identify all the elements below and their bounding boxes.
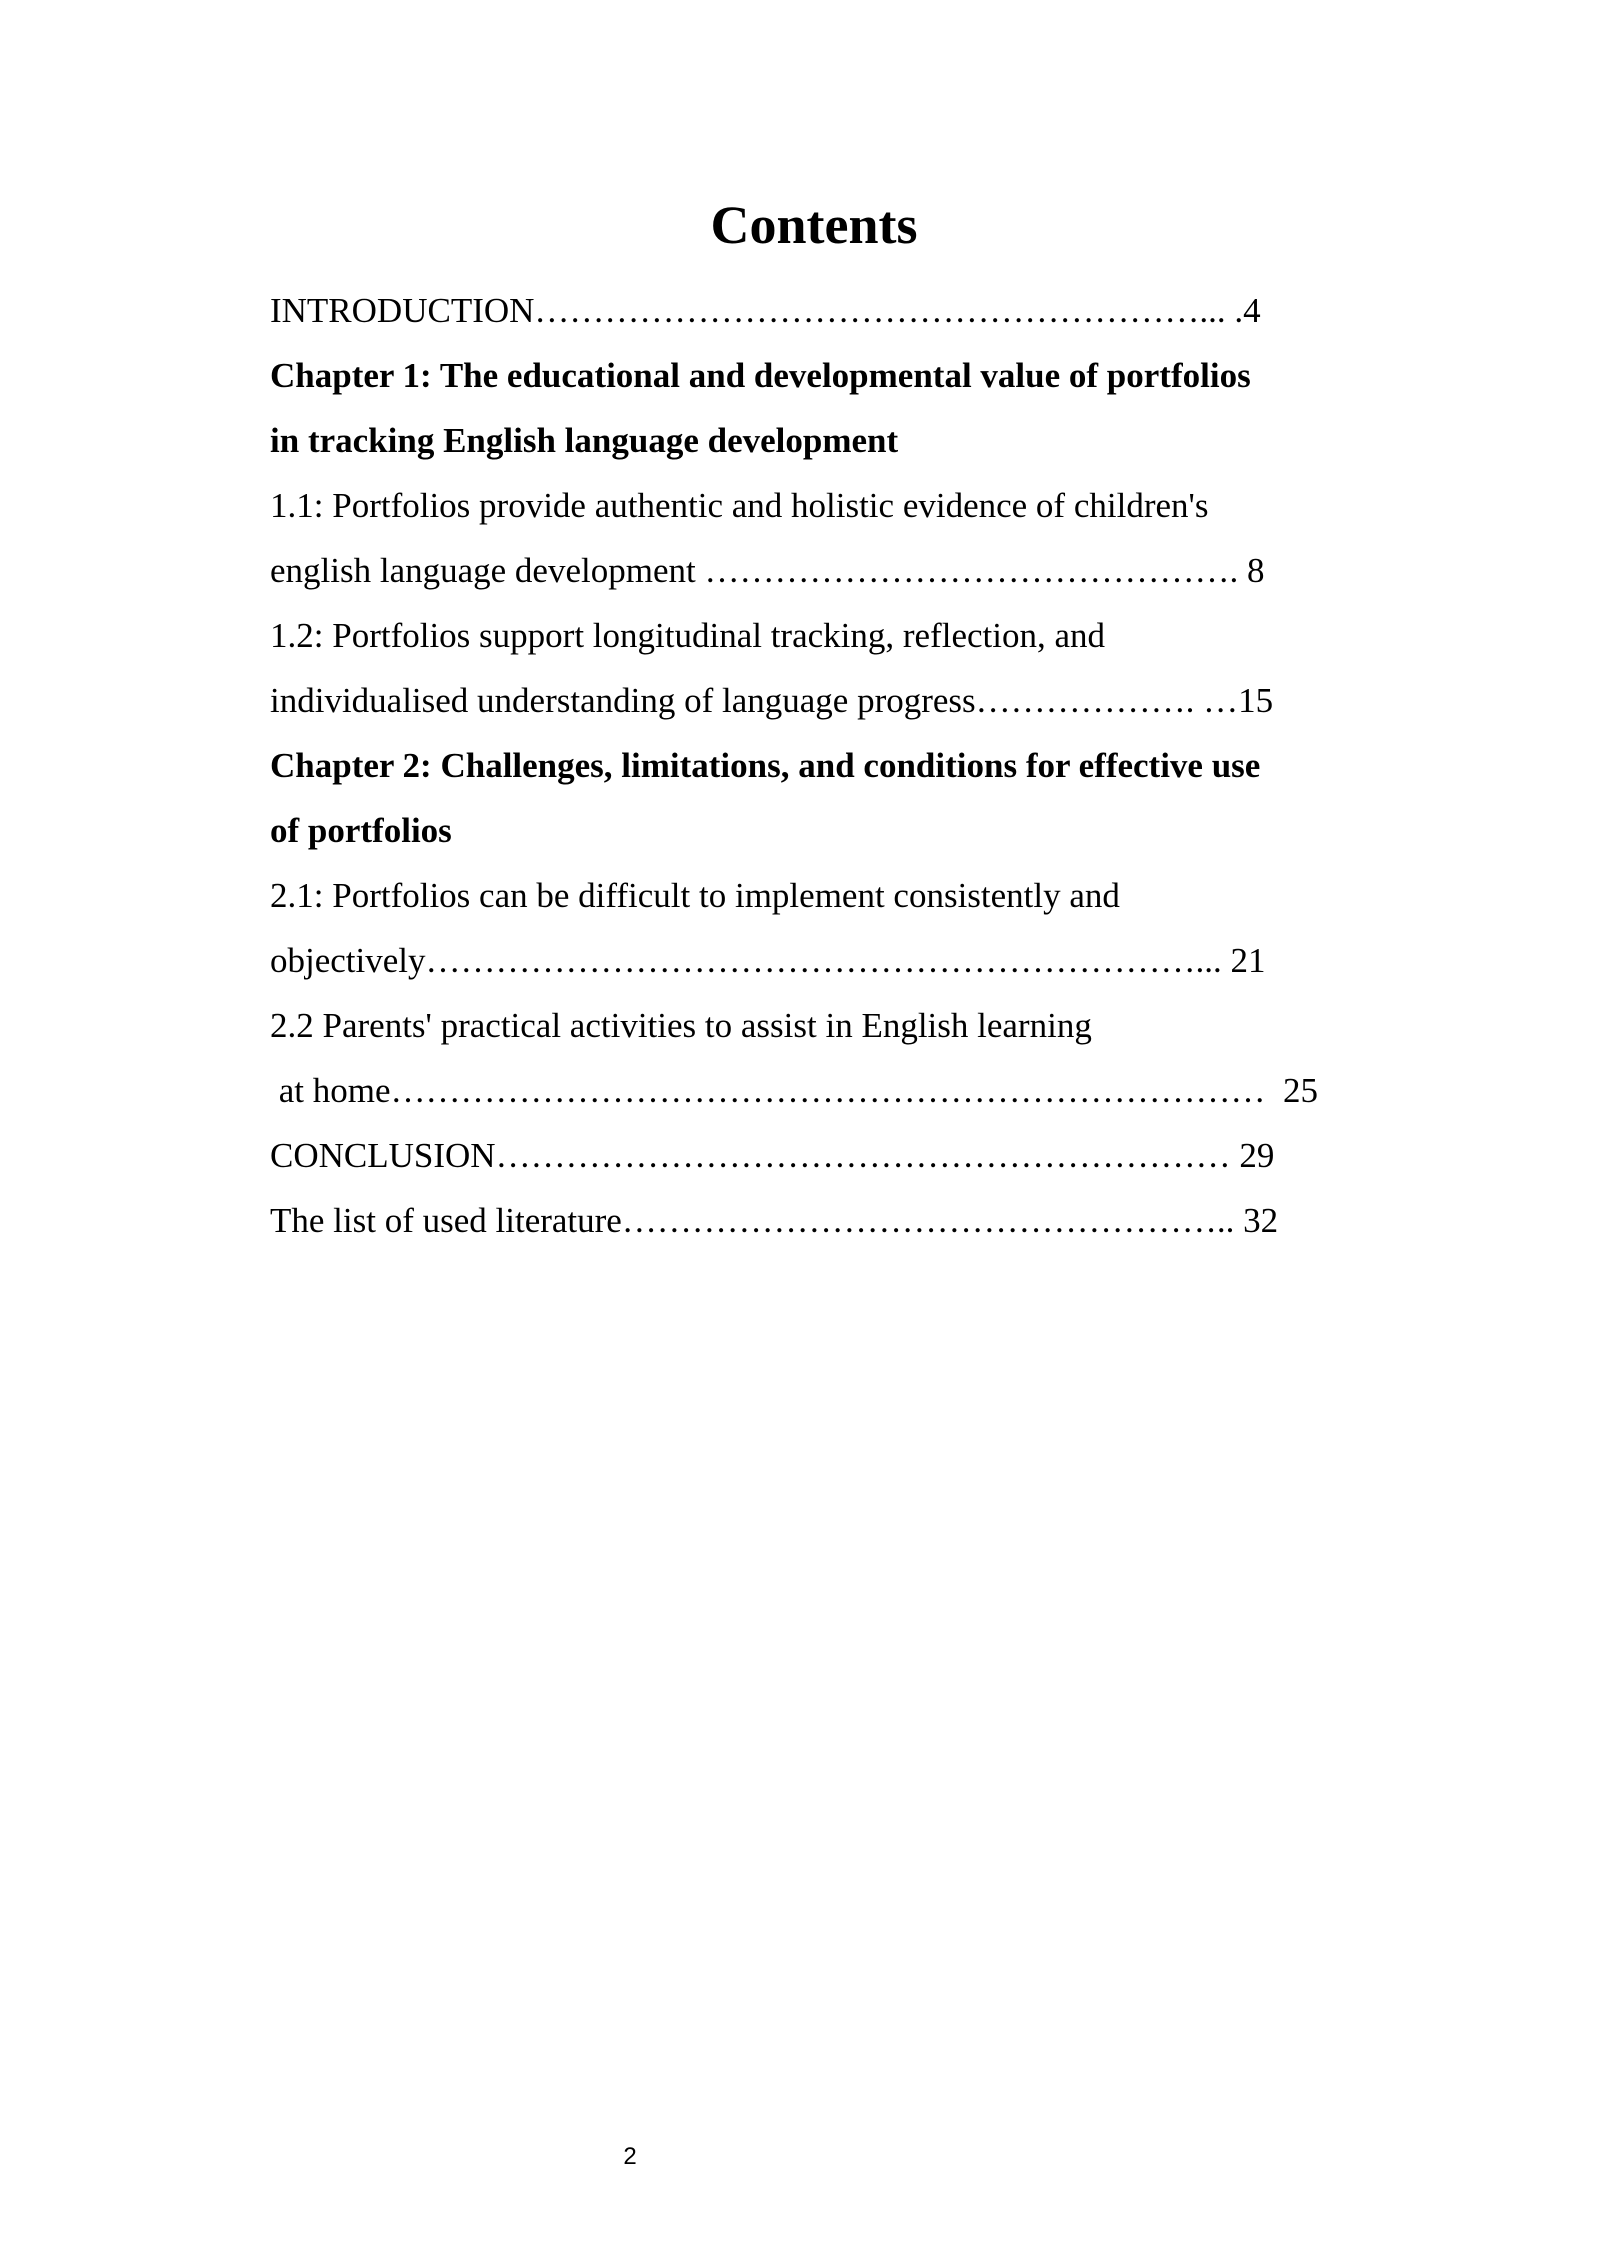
toc-line-section-2-1: 2.1: Portfolios can be difficult to implement consistently and: [270, 876, 1120, 915]
page-number: 2: [623, 2143, 637, 2170]
toc-line-chapter-1-heading-cont: in tracking English language development: [270, 421, 899, 460]
toc-line-chapter-1-heading: Chapter 1: The educational and developmental value of portfolios: [270, 356, 1251, 395]
toc-line-section-2-2-cont: at home………………………………………………………………… 25: [270, 1071, 1319, 1110]
toc-line-section-1-2: 1.2: Portfolios support longitudinal tracking, reflection, and: [270, 616, 1105, 655]
toc-line-conclusion: CONCLUSION……………………………………………………… 29: [270, 1136, 1275, 1175]
toc-line-literature: The list of used literature…………………………………………….. 32: [270, 1201, 1279, 1240]
toc-line-section-1-2-cont: individualised understanding of language progress………………. …15: [270, 681, 1274, 720]
toc-line-introduction: INTRODUCTION…………………………………………………... .4: [270, 291, 1261, 330]
toc-line-section-2-2: 2.2 Parents' practical activities to assist in English learning: [270, 1006, 1092, 1045]
toc-line-chapter-2-heading: Chapter 2: Challenges, limitations, and conditions for effective use: [270, 746, 1261, 785]
toc-line-section-1-1-cont: english language development ………………………………………. 8: [270, 551, 1265, 590]
page-title: Contents: [710, 195, 918, 255]
table-of-contents: [270, 278, 1370, 1253]
toc-line-section-2-1-cont: objectively…………………………………………………………... 21: [270, 941, 1266, 980]
toc-line-section-1-1: 1.1: Portfolios provide authentic and holistic evidence of children's: [270, 486, 1209, 525]
toc-line-chapter-2-heading-cont: of portfolios: [270, 811, 452, 850]
